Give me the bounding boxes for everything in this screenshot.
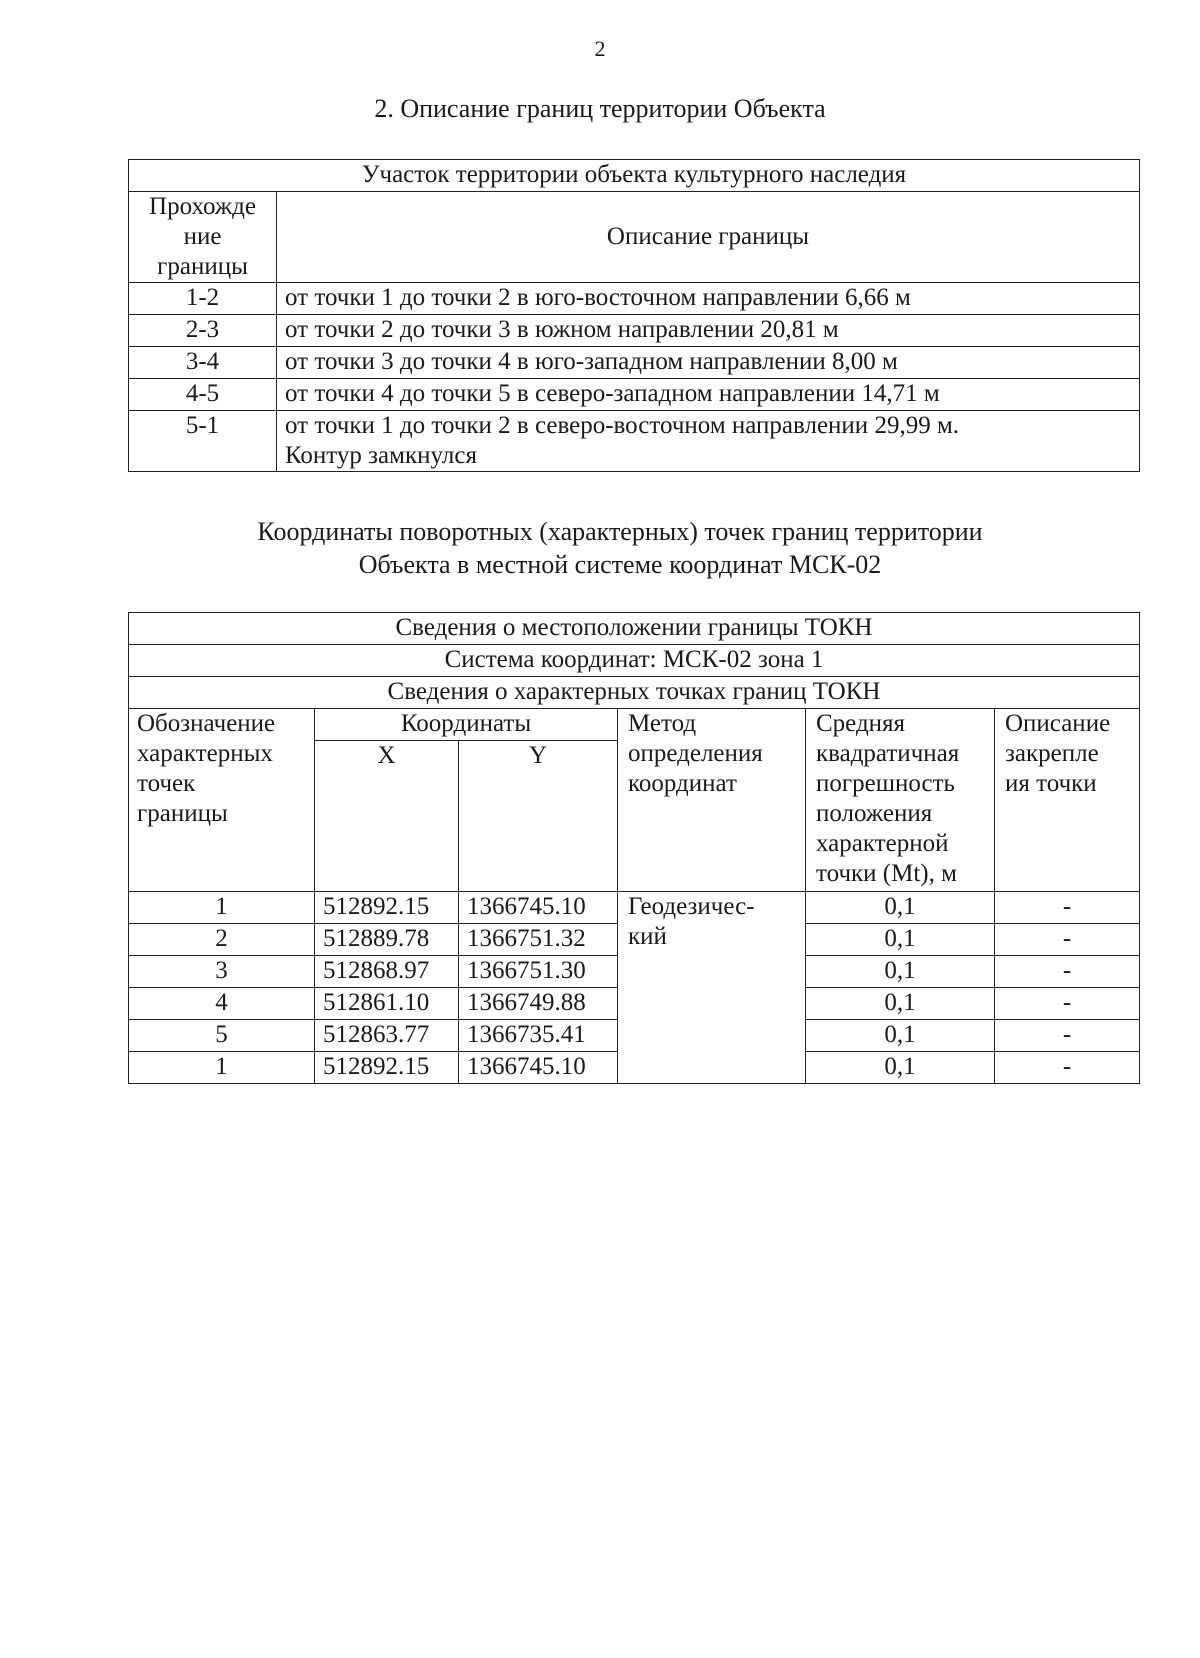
boundary-rows — [129, 283, 1140, 472]
description-cell — [277, 411, 1140, 472]
header-line: координат — [628, 770, 737, 797]
description-cell — [277, 283, 1140, 315]
fixing-cell: - — [995, 1052, 1140, 1084]
header-line: Метод — [628, 710, 697, 737]
point-cell: 4 — [129, 988, 315, 1020]
x-cell: 512868.97 — [315, 956, 459, 988]
segment-cell: 3-4 — [129, 347, 277, 379]
coords-title-1: Сведения о местоположении границы ТОКН — [129, 613, 1140, 645]
header-method — [618, 709, 806, 892]
segment-cell: 5-1 — [129, 411, 277, 472]
segment-cell: 4-5 — [129, 379, 277, 411]
boundary-row — [129, 347, 1140, 379]
x-cell: 512892.15 — [315, 892, 459, 924]
error-cell: 0,1 — [806, 924, 995, 956]
description-cell — [277, 379, 1140, 411]
y-cell: 1366749.88 — [459, 988, 618, 1020]
header-segment-line: границы — [157, 253, 248, 280]
coords-heading — [0, 515, 1200, 581]
header-line: ия точки — [1005, 770, 1097, 797]
description-cell — [277, 315, 1140, 347]
method-cell — [618, 892, 806, 1084]
error-cell: 0,1 — [806, 892, 995, 924]
description-line: от точки 4 до точки 5 в северо-западном направлении 14,71 м — [285, 380, 940, 407]
page-number: 2 — [594, 36, 606, 61]
coords-title-row — [129, 645, 1140, 677]
header-line: точек — [137, 770, 196, 797]
point-cell: 1 — [129, 892, 315, 924]
header-line: определения — [628, 740, 763, 767]
header-line: точки (Mt), м — [816, 860, 957, 887]
header-line: границы — [137, 800, 228, 827]
point-cell: 3 — [129, 956, 315, 988]
error-cell: 0,1 — [806, 956, 995, 988]
boundary-table-title: Участок территории объекта культурного наследия — [129, 160, 1140, 192]
error-cell: 0,1 — [806, 1020, 995, 1052]
boundary-table-title-row — [129, 160, 1140, 192]
coords-title-row — [129, 677, 1140, 709]
header-fixing — [995, 709, 1140, 892]
coords-rows — [129, 892, 1140, 1084]
header-segment-line: ние — [183, 223, 222, 250]
coords-row — [129, 892, 1140, 924]
section-title: 2. Описание границ территории Объекта — [374, 94, 826, 123]
y-cell: 1366751.32 — [459, 924, 618, 956]
header-line: характерных — [137, 740, 273, 767]
method-line: Геодезичес- — [628, 893, 755, 920]
boundary-row — [129, 315, 1140, 347]
y-cell: 1366751.30 — [459, 956, 618, 988]
header-segment — [129, 192, 277, 283]
y-cell: 1366745.10 — [459, 892, 618, 924]
header-y: Y — [459, 741, 618, 892]
coords-header-row — [129, 709, 1140, 741]
coords-title-3: Сведения о характерных точках границ ТОКН — [129, 677, 1140, 709]
header-line: закрепле — [1005, 740, 1099, 767]
coords-heading-line: Координаты поворотных (характерных) точек границ территории — [257, 517, 983, 546]
header-x: X — [315, 741, 459, 892]
error-cell: 0,1 — [806, 1052, 995, 1084]
coords-table — [128, 612, 1140, 1084]
header-point — [129, 709, 315, 892]
x-cell: 512889.78 — [315, 924, 459, 956]
method-line: кий — [628, 923, 667, 950]
coords-title-2: Система координат: МСК-02 зона 1 — [129, 645, 1140, 677]
header-description: Описание границы — [277, 192, 1140, 283]
fixing-cell: - — [995, 924, 1140, 956]
description-line: от точки 1 до точки 2 в северо-восточном направлении 29,99 м. — [285, 412, 960, 439]
header-line: квадратичная — [816, 740, 960, 767]
point-cell: 2 — [129, 924, 315, 956]
fixing-cell: - — [995, 1020, 1140, 1052]
boundary-table — [128, 159, 1140, 472]
header-coords: Координаты — [315, 709, 618, 741]
header-line: Описание — [1005, 710, 1111, 737]
description-line: от точки 1 до точки 2 в юго-восточном направлении 6,66 м — [285, 284, 911, 311]
x-cell: 512892.15 — [315, 1052, 459, 1084]
header-segment-line: Прохожде — [149, 193, 256, 220]
boundary-row — [129, 411, 1140, 472]
coords-title-row — [129, 613, 1140, 645]
header-line: Средняя — [816, 710, 906, 737]
boundary-table-header-row — [129, 192, 1140, 283]
segment-cell: 2-3 — [129, 315, 277, 347]
header-line: Обозначение — [137, 710, 276, 737]
y-cell: 1366745.10 — [459, 1052, 618, 1084]
header-line: погрешность — [816, 770, 955, 797]
y-cell: 1366735.41 — [459, 1020, 618, 1052]
error-cell: 0,1 — [806, 988, 995, 1020]
fixing-cell: - — [995, 956, 1140, 988]
fixing-cell: - — [995, 892, 1140, 924]
boundary-row — [129, 283, 1140, 315]
description-cell — [277, 347, 1140, 379]
header-line: характерной — [816, 830, 949, 857]
x-cell: 512861.10 — [315, 988, 459, 1020]
x-cell: 512863.77 — [315, 1020, 459, 1052]
fixing-cell: - — [995, 988, 1140, 1020]
header-line: положения — [816, 800, 933, 827]
point-cell: 5 — [129, 1020, 315, 1052]
description-line: от точки 3 до точки 4 в юго-западном направлении 8,00 м — [285, 348, 898, 375]
boundary-row — [129, 379, 1140, 411]
description-line: Контур замкнулся — [285, 442, 477, 469]
point-cell: 1 — [129, 1052, 315, 1084]
header-error — [806, 709, 995, 892]
segment-cell: 1-2 — [129, 283, 277, 315]
description-line: от точки 2 до точки 3 в южном направлении 20,81 м — [285, 316, 839, 343]
coords-heading-line: Объекта в местной системе координат МСК-02 — [358, 550, 882, 579]
